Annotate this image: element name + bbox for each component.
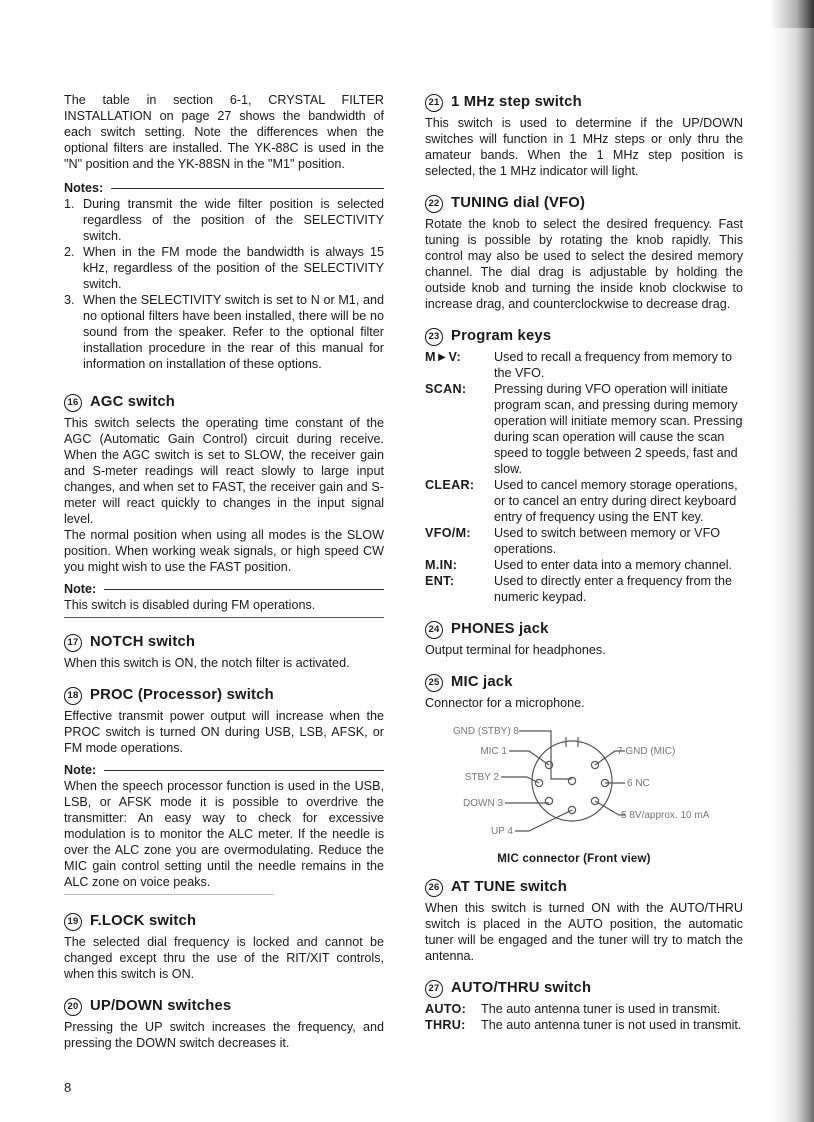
key-term: VFO/M: bbox=[425, 526, 471, 540]
notes-header bbox=[64, 180, 384, 196]
key-term: SCAN: bbox=[425, 382, 467, 396]
agc-title: AGC switch bbox=[90, 394, 176, 410]
program-key-item bbox=[425, 349, 743, 381]
key-definition: Pressing during VFO operation will initiate program scan, and pressing during memory operation will initiate memory scan. Pressing during scan operation will cause the scan speed to toggle between 2 speeds, fast and slow. bbox=[494, 382, 743, 476]
item-number-badge: 16 bbox=[64, 394, 82, 412]
item-number-badge: 27 bbox=[425, 980, 443, 998]
right-column bbox=[425, 0, 743, 1033]
page-number: 8 bbox=[64, 1080, 72, 1095]
phones-description: Output terminal for headphones. bbox=[425, 643, 606, 657]
program-title: Program keys bbox=[451, 328, 552, 344]
notch-description: When this switch is ON, the notch filter is activated. bbox=[64, 656, 350, 670]
autothru-title: AUTO/THRU switch bbox=[451, 980, 592, 996]
mic-connector-caption: MIC connector (Front view) bbox=[497, 853, 651, 865]
program-heading bbox=[425, 326, 743, 346]
tuning-heading bbox=[425, 193, 743, 213]
notch-heading bbox=[64, 632, 384, 652]
item-number-badge: 24 bbox=[425, 621, 443, 639]
phones-heading bbox=[425, 619, 743, 639]
notch-title: NOTCH switch bbox=[90, 634, 196, 650]
page-edge-shadow bbox=[770, 0, 814, 1122]
key-definition: Used to recall a frequency from memory to the VFO. bbox=[494, 350, 732, 380]
program-key-item bbox=[425, 557, 743, 573]
agc-note-header bbox=[64, 581, 384, 597]
key-term: M.IN: bbox=[425, 558, 458, 572]
pin-label-mic: MIC 1 bbox=[480, 746, 507, 757]
item-number-badge: 17 bbox=[64, 634, 82, 652]
mhz-description: This switch is used to determine if the UP/DOWN switches will function in 1 MHz steps or only thru the amateur bands. When the 1 MHz step position is selected, the 1 MHz indicator will light. bbox=[425, 116, 743, 178]
note-item bbox=[64, 292, 384, 372]
note-text: During transmit the wide filter position is selected regardless of the position of the SELECTIVITY switch. bbox=[83, 197, 384, 243]
key-term: ENT: bbox=[425, 574, 455, 588]
note-item bbox=[64, 244, 384, 292]
attune-title: AT TUNE switch bbox=[451, 879, 567, 895]
agc-description-2: The normal position when using all modes is the SLOW position. When working weak signals, or high speed CW you might wish to use the FAST position. bbox=[64, 528, 384, 574]
pin-label-stby: STBY 2 bbox=[464, 772, 499, 783]
phones-title: PHONES jack bbox=[451, 621, 549, 637]
mhz-heading bbox=[425, 92, 743, 112]
program-key-item bbox=[425, 525, 743, 557]
pin-label-gnd-mic: 7 GND (MIC) bbox=[617, 746, 676, 757]
mhz-title: 1 MHz step switch bbox=[451, 94, 582, 110]
key-definition: Used to enter data into a memory channel. bbox=[494, 558, 733, 572]
lead-stby bbox=[501, 777, 539, 783]
proc-description: Effective transmit power output will increase when the PROC switch is turned ON during USB, LSB, AFSK, or FM mode operations. bbox=[64, 709, 384, 755]
lead-gnd-stby bbox=[519, 731, 572, 779]
agc-note-text: This switch is disabled during FM operations. bbox=[64, 598, 316, 612]
note-item bbox=[64, 196, 384, 244]
autothru-heading bbox=[425, 978, 743, 998]
mode-term: THRU: bbox=[425, 1018, 466, 1032]
item-number-badge: 22 bbox=[425, 195, 443, 213]
mic-title: MIC jack bbox=[451, 674, 513, 690]
notes-list bbox=[64, 196, 384, 372]
item-number-badge: 21 bbox=[425, 94, 443, 112]
item-number-badge: 20 bbox=[64, 998, 82, 1016]
note-text: When the SELECTIVITY switch is set to N or M1, and no optional filters have been installed, there will be no sound from the speaker. Refer to the optional filter installation procedure in the rear of this manual for information on installation of these options. bbox=[83, 293, 384, 371]
proc-title: PROC (Processor) switch bbox=[90, 687, 274, 703]
proc-note-text: When the speech processor function is used in the USB, LSB, or AFSK mode it is possible to overdrive the transmitter: An easy way to check for excessive modulation is to monitor the ALC meter. If the needle is over the ALC zone you are overmodulating. Reduce the MIC gain control setting until the needle remains in the ALC zone on voice peaks. bbox=[64, 779, 384, 889]
mode-definition: The auto antenna tuner is used in transmit. bbox=[481, 1002, 721, 1016]
key-definition: Used to switch between memory or VFO operations. bbox=[494, 526, 721, 556]
key-term: CLEAR: bbox=[425, 478, 475, 492]
attune-heading bbox=[425, 877, 743, 897]
notes-label: Notes: bbox=[64, 181, 104, 195]
autothru-list bbox=[425, 1001, 743, 1033]
pin-label-down: DOWN 3 bbox=[463, 798, 503, 809]
agc-heading bbox=[64, 392, 384, 412]
mode-term: AUTO: bbox=[425, 1002, 467, 1016]
mode-definition: The auto antenna tuner is not used in transmit. bbox=[481, 1018, 742, 1032]
item-number-badge: 23 bbox=[425, 328, 443, 346]
updown-title: UP/DOWN switches bbox=[90, 998, 232, 1014]
page-corner-shadow bbox=[770, 0, 814, 28]
autothru-item bbox=[425, 1001, 743, 1017]
attune-description: When this switch is turned ON with the AUTO/THRU switch is placed in the AUTO position, the automatic tuner will be engaged and the tuner will try to match the antenna. bbox=[425, 901, 743, 963]
program-key-item bbox=[425, 573, 743, 605]
agc-description: This switch selects the operating time constant of the AGC (Automatic Gain Control) circuit during receive. When the AGC switch is set to SLOW, the receiver gain and S-meter readings will react slowly to large input changes, and when set to FAST, the receiver gain and S-meter will react quickly to changes in the input signal level. bbox=[64, 416, 384, 526]
key-definition: Used to cancel memory storage operations, or to cancel an entry during direct keyboard entry of frequency using the ENT key. bbox=[494, 478, 738, 524]
flock-title: F.LOCK switch bbox=[90, 913, 197, 929]
item-number-badge: 26 bbox=[425, 879, 443, 897]
program-key-item bbox=[425, 477, 743, 525]
updown-heading bbox=[64, 996, 384, 1016]
program-keys-list bbox=[425, 349, 743, 605]
pin-label-gnd-stby: GND (STBY) 8 bbox=[452, 726, 519, 737]
proc-note-header bbox=[64, 762, 384, 778]
note-label: Note: bbox=[64, 582, 97, 596]
flock-heading bbox=[64, 911, 384, 931]
note-label: Note: bbox=[64, 763, 97, 777]
tuning-title: TUNING dial (VFO) bbox=[451, 195, 586, 211]
selectivity-intro: The table in section 6-1, CRYSTAL FILTER INSTALLATION on page 27 shows the bandwidth of each switch setting. Note the differences when the optional filters are installed. The YK-88C is used in the "N" position and the YK-88SN in the "M1" position. bbox=[64, 93, 384, 171]
pin-label-up: UP 4 bbox=[490, 826, 513, 837]
program-key-item bbox=[425, 381, 743, 477]
mic-description: Connector for a microphone. bbox=[425, 696, 585, 710]
key-term: M►V: bbox=[425, 350, 462, 364]
flock-description: The selected dial frequency is locked and cannot be changed except thru the use of the RIT/XIT controls, when this switch is ON. bbox=[64, 935, 384, 981]
note-number: 3. bbox=[64, 293, 75, 307]
autothru-item bbox=[425, 1017, 743, 1033]
tuning-description: Rotate the knob to select the desired frequency. Fast tuning is possible by rotating the knob rapidly. This control may also be used to select the desired memory channel. The dial drag is adjustable by holding the outside knob and turning the inside knob clockwise to increase drag, and counterclockwise to decrease drag. bbox=[425, 217, 743, 311]
note-number: 2. bbox=[64, 245, 75, 259]
note-text: When in the FM mode the bandwidth is always 15 kHz, regardless of the position of the SELECTIVITY switch. bbox=[83, 245, 384, 291]
item-number-badge: 18 bbox=[64, 687, 82, 705]
item-number-badge: 19 bbox=[64, 913, 82, 931]
mic-connector-figure bbox=[425, 723, 743, 853]
item-number-badge: 25 bbox=[425, 674, 443, 692]
note-number: 1. bbox=[64, 197, 75, 211]
proc-heading bbox=[64, 685, 384, 705]
left-column bbox=[64, 0, 384, 1051]
connector-shell bbox=[532, 741, 612, 821]
key-definition: Used to directly enter a frequency from the numeric keypad. bbox=[494, 574, 732, 604]
pin-label-8v: 5 8V/approx. 10 mA bbox=[621, 810, 710, 821]
pin-label-nc: 6 NC bbox=[627, 778, 650, 789]
updown-description: Pressing the UP switch increases the frequency, and pressing the DOWN switch decreases it. bbox=[64, 1020, 384, 1050]
mic-connector-diagram bbox=[425, 723, 743, 853]
mic-heading bbox=[425, 672, 743, 692]
